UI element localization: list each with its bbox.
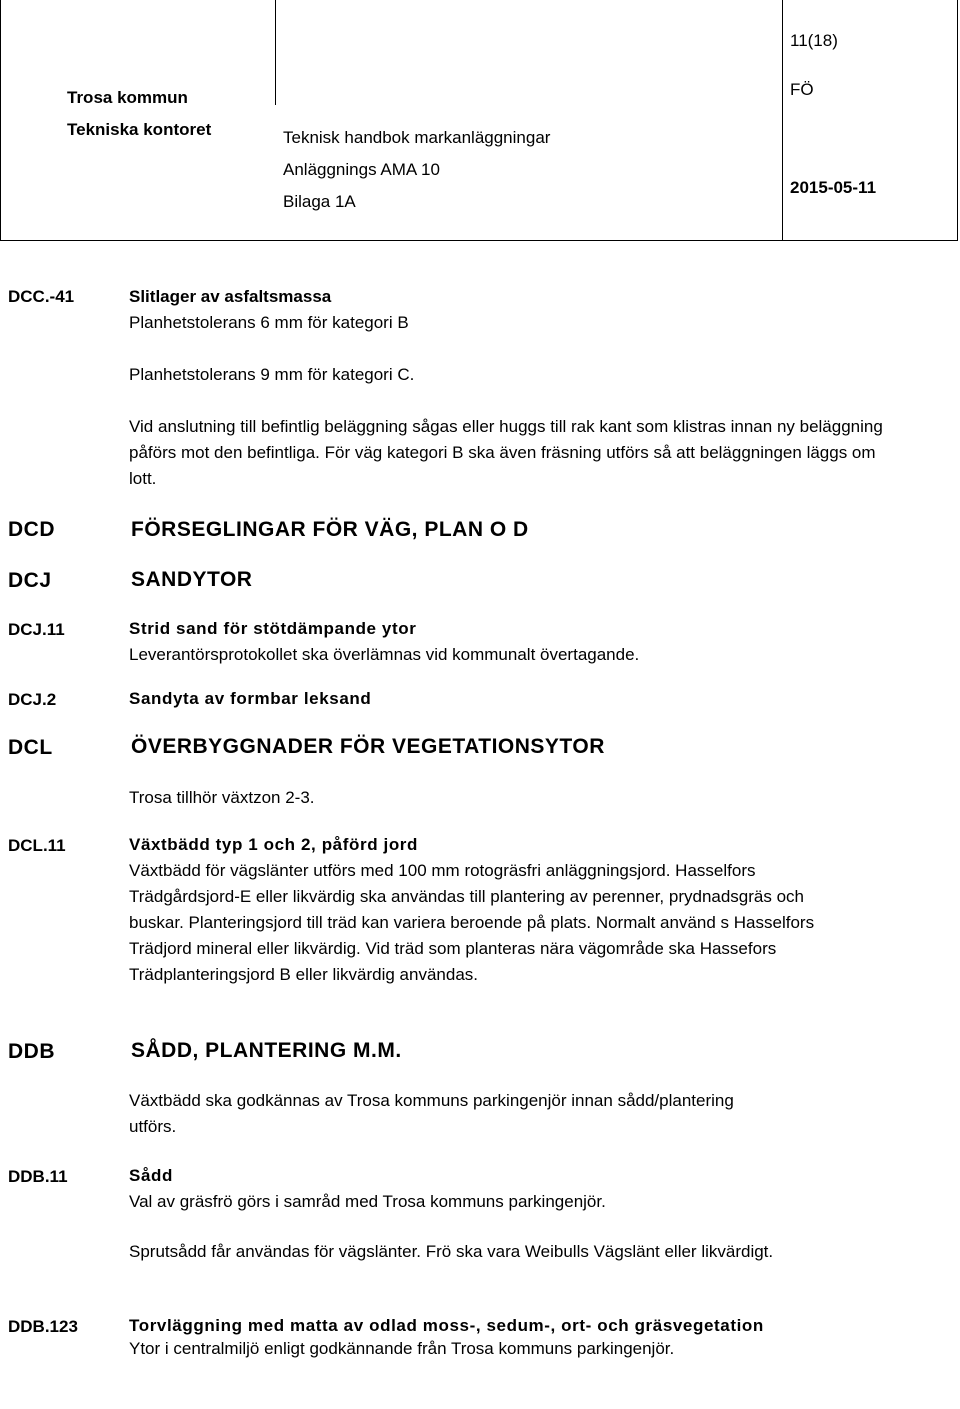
section-code-dcd: DCD: [8, 518, 55, 541]
section-code-dcl11: DCL.11: [8, 836, 66, 855]
header-divider-1: [275, 0, 276, 105]
section-dcj11: [129, 616, 929, 668]
section-code-ddb123: DDB.123: [8, 1317, 78, 1336]
section-title-dcc41: Slitlager av asfaltsmassa: [129, 287, 332, 306]
section-code-dcj2: DCJ.2: [8, 690, 57, 709]
section-dcc41: [129, 284, 929, 492]
department-name: Tekniska kontoret: [67, 120, 212, 139]
section-title-dcj2: Sandyta av formbar leksand: [129, 689, 372, 708]
document-date: 2015-05-11: [790, 178, 877, 197]
section-code-dcc41: DCC.-41: [8, 287, 75, 306]
section-code-dcl: DCL: [8, 736, 53, 759]
dcc41-line-2: Planhetstolerans 9 mm för kategori C.: [129, 365, 415, 384]
dcc41-line-1: Planhetstolerans 6 mm för kategori B: [129, 313, 409, 332]
dcl-text: Trosa tillhör växtzon 2-3.: [129, 788, 315, 807]
header-divider-2: [782, 0, 783, 240]
organization-name: Trosa kommun: [67, 88, 188, 107]
section-ddb11: [129, 1163, 929, 1265]
dcc41-paragraph: Vid anslutning till befintlig beläggning sågas eller huggs till rak kant som klistras innan ny beläggning påförs mot den befintliga. För väg kategori B ska även fräsning utförs så att beläggningen läggs om lott.: [129, 417, 883, 488]
section-ddb: [129, 1088, 929, 1140]
ddb11-text: Val av gräsfrö görs i samråd med Trosa kommuns parkingenjör.: [129, 1192, 606, 1211]
document-title: Teknisk handbok markanläggningar: [283, 128, 551, 147]
section-title-dcj11: Strid sand för stötdämpande ytor: [129, 619, 417, 638]
section-code-ddb: DDB: [8, 1040, 55, 1063]
appendix-label: Bilaga 1A: [283, 192, 356, 211]
section-code-dcj: DCJ: [8, 569, 52, 592]
section-title-dcl: ÖVERBYGGNADER FÖR VEGETATIONSYTOR: [131, 735, 605, 758]
section-dcl11: [129, 832, 929, 988]
section-title-ddb11: Sådd: [129, 1166, 173, 1185]
section-code-dcj11: DCJ.11: [8, 620, 65, 639]
status-label: FÖ: [790, 80, 814, 99]
dcl11-paragraph: Växtbädd för vägslänter utförs med 100 mm rotogräsfri anläggningsjord. Hasselfors Trädgårdsjord-E eller likvärdig ska användas till plantering av perenner, prydnadsgräs och buskar. Planteringsjord till träd kan variera beroende på plats. Normalt använd s Hasselfors Trädjord mineral eller likvärdig. Vid träd som planteras nära vägområde ska Hassefors Trädplanteringsjord B eller likvärdig användas.: [129, 861, 815, 984]
dcj11-text: Leverantörsprotokollet ska överlämnas vid kommunalt övertagande.: [129, 645, 640, 664]
section-title-ddb: SÅDD, PLANTERING M.M.: [131, 1039, 402, 1062]
ddb123-text: Ytor i centralmiljö enligt godkännande från Trosa kommuns parkingenjör.: [129, 1339, 675, 1358]
ama-reference: Anläggnings AMA 10: [283, 160, 440, 179]
section-title-dcd: FÖRSEGLINGAR FÖR VÄG, PLAN O D: [131, 518, 529, 541]
section-title-dcj: SANDYTOR: [131, 568, 253, 591]
ddb11-paragraph: Sprutsådd får användas för vägslänter. Frö ska vara Weibulls Vägslänt eller likvärdigt.: [129, 1242, 774, 1261]
document-header: [0, 0, 958, 240]
section-title-dcl11: Växtbädd typ 1 och 2, påförd jord: [129, 835, 419, 854]
ddb-paragraph: Växtbädd ska godkännas av Trosa kommuns parkingenjör innan sådd/plantering utförs.: [129, 1091, 734, 1136]
section-title-ddb123: Torvläggning med matta av odlad moss-, sedum-, ort- och gräsvegetation: [129, 1316, 764, 1335]
page-number: 11(18): [790, 31, 838, 50]
section-ddb123: [129, 1314, 929, 1361]
header-bottom-border: [0, 240, 958, 241]
section-code-ddb11: DDB.11: [8, 1167, 68, 1186]
header-right-border: [957, 0, 958, 240]
header-left-border: [0, 0, 1, 240]
